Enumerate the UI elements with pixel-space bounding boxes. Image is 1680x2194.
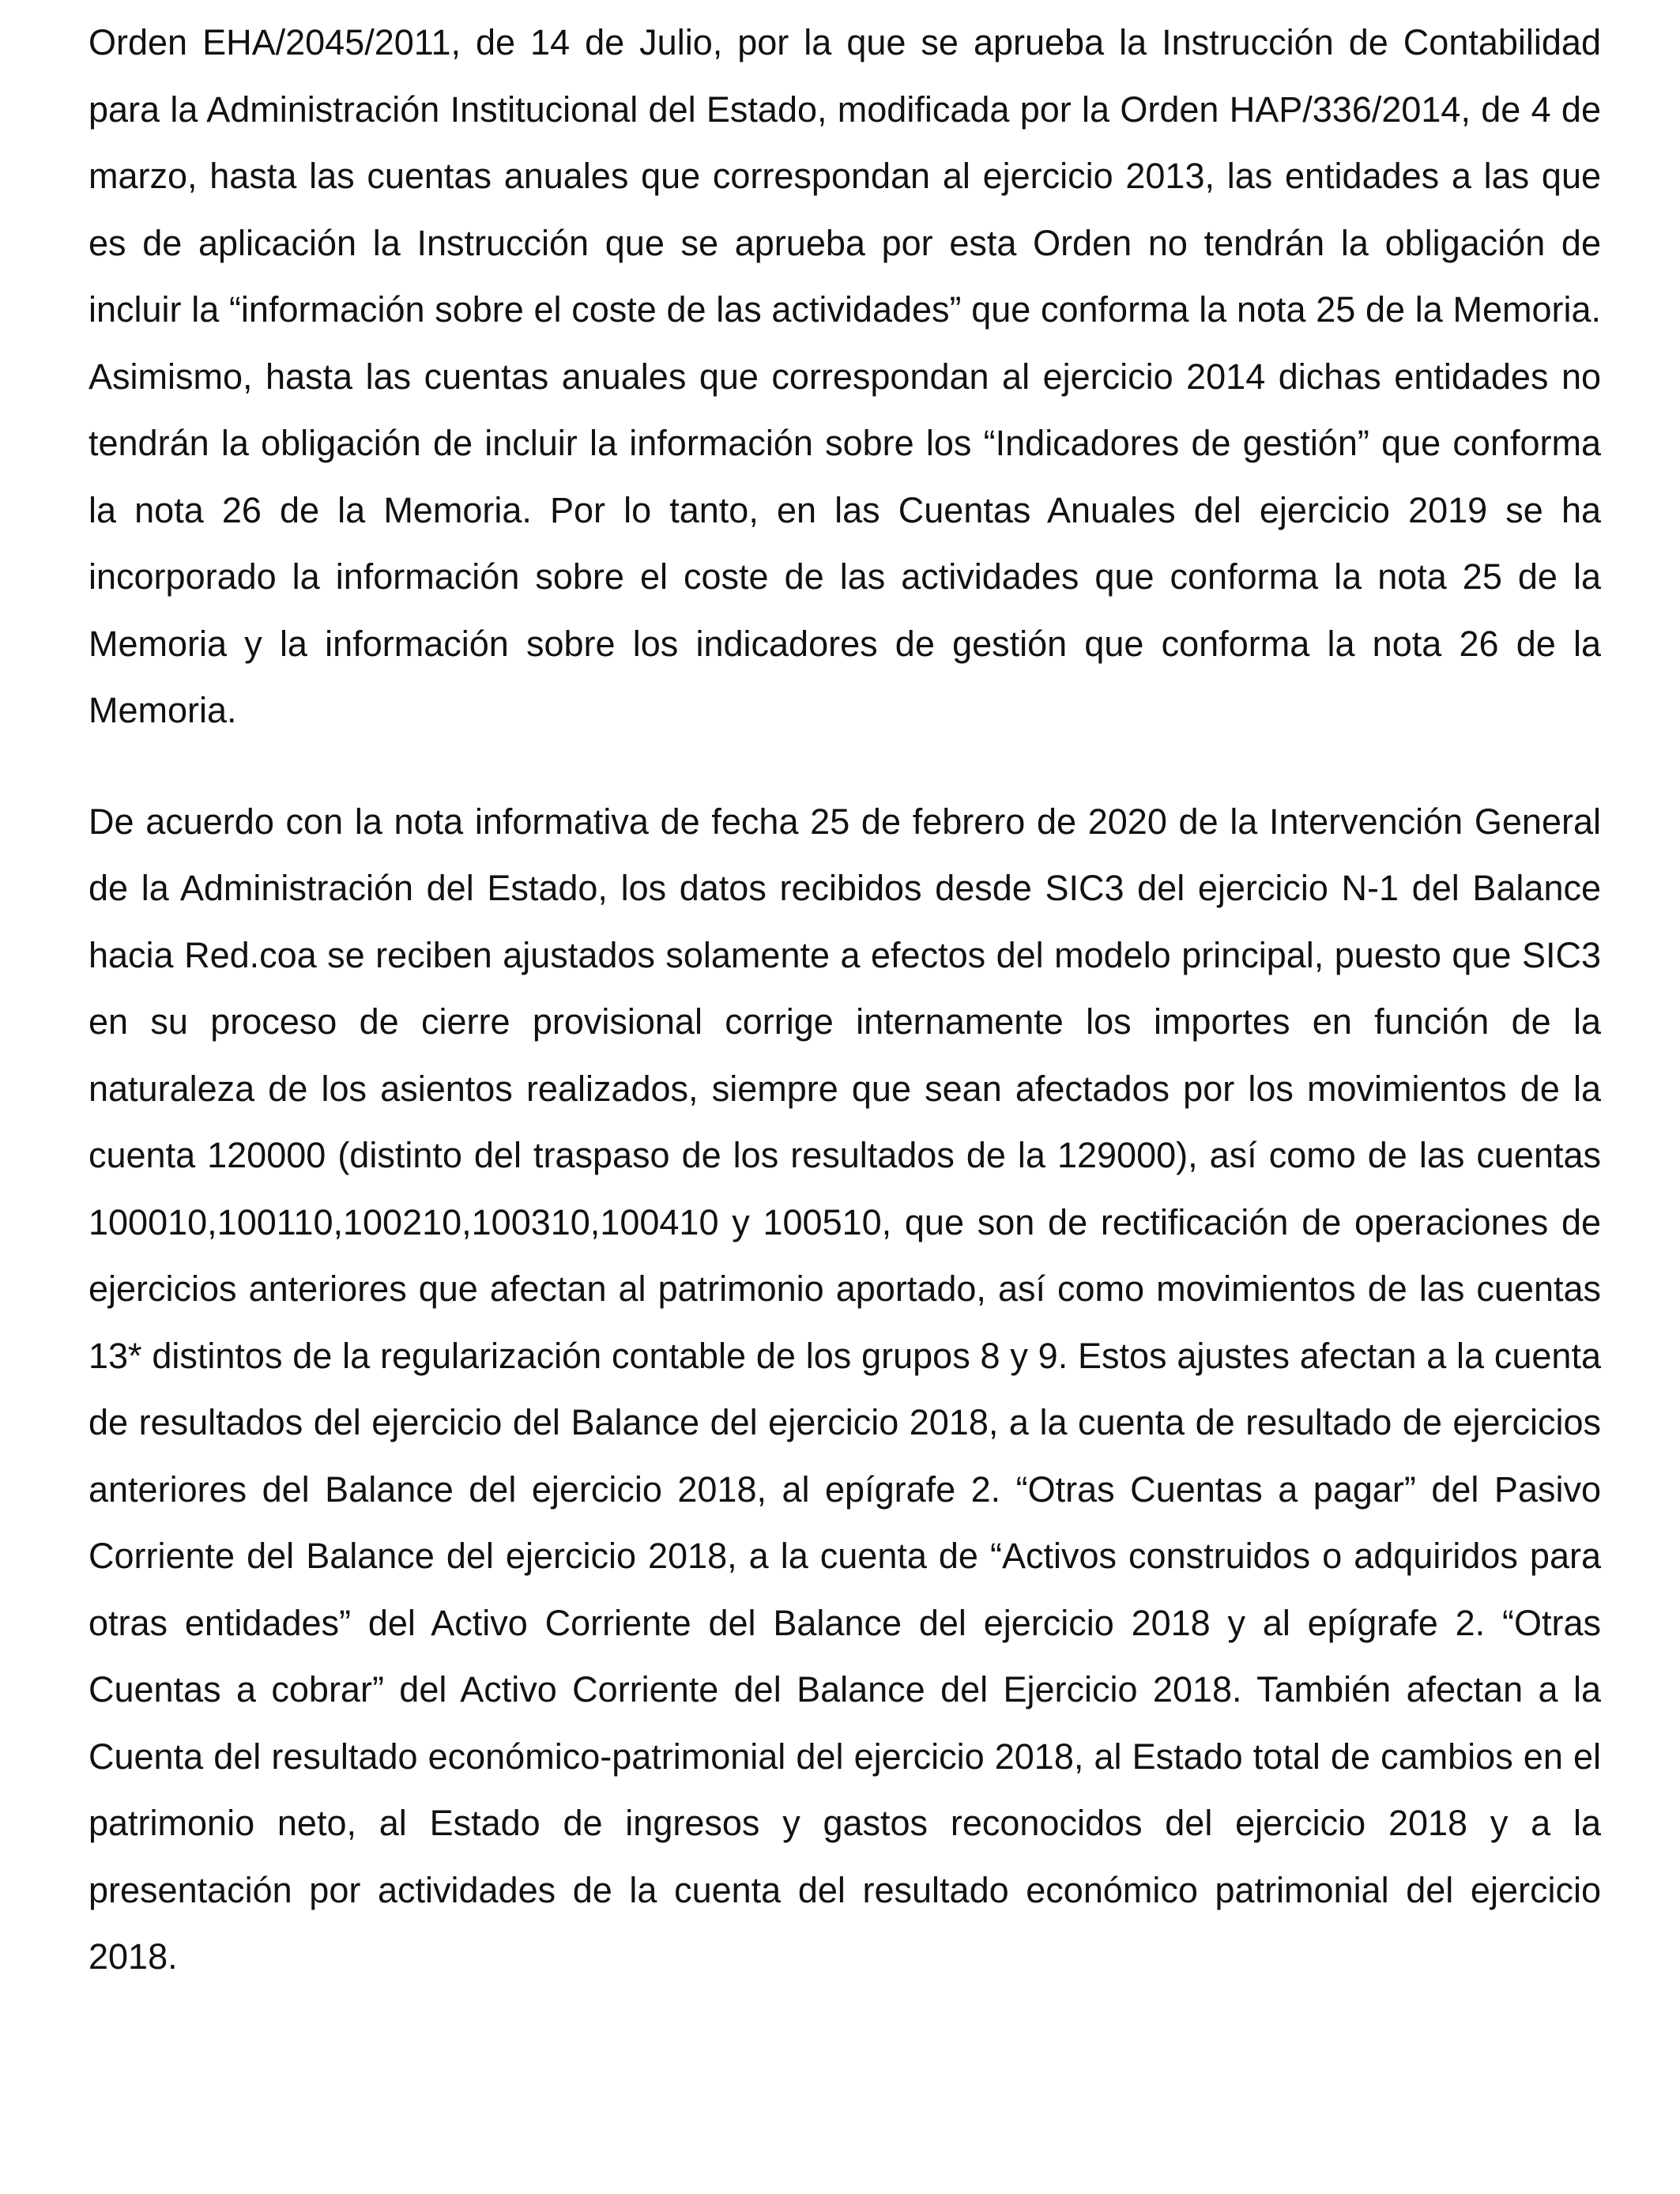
- document-page: [89, 9, 1601, 1991]
- paragraph-orden-eha: Orden EHA/2045/2011, de 14 de Julio, por la que se aprueba la Instrucción de Contabilidad para la Administración Institucional del Estado, modificada por la Orden HAP/336/2014, de 4 de marzo, hasta las cuentas anuales que correspondan al ejercicio 2013, las entidades a las que es de aplicación la Instrucción que se aprueba por esta Orden no tendrán la obligación de incluir la “información sobre el coste de las actividades” que conforma la nota 25 de la Memoria. Asimismo, hasta las cuentas anuales que correspondan al ejercicio 2014 dichas entidades no tendrán la obligación de incluir la información sobre los “Indicadores de gestión” que conforma la nota 26 de la Memoria. Por lo tanto, en las Cuentas Anuales del ejercicio 2019 se ha incorporado la información sobre el coste de las actividades que conforma la nota 25 de la Memoria y la información sobre los indicadores de gestión que conforma la nota 26 de la Memoria.: [89, 22, 1601, 730]
- paragraph-nota-informativa: De acuerdo con la nota informativa de fecha 25 de febrero de 2020 de la Intervención General de la Administración del Estado, los datos recibidos desde SIC3 del ejercicio N-1 del Balance hacia Red.coa se reciben ajustados solamente a efectos del modelo principal, puesto que SIC3 en su proceso de cierre provisional corrige internamente los importes en función de la naturaleza de los asientos realizados, siempre que sean afectados por los movimientos de la cuenta 120000 (distinto del traspaso de los resultados de la 129000), así como de las cuentas 100010,100110,100210,100310,100410 y 100510, que son de rectificación de operaciones de ejercicios anteriores que afectan al patrimonio aportado, así como movimientos de las cuentas 13* distintos de la regularización contable de los grupos 8 y 9. Estos ajustes afectan a la cuenta de resultados del ejercicio del Balance del ejercicio 2018, a la cuenta de resultado de ejercicios anteriores del Balance del ejercicio 2018, al epígrafe 2. “Otras Cuentas a pagar” del Pasivo Corriente del Balance del ejercicio 2018, a la cuenta de “Activos construidos o adquiridos para otras entidades” del Activo Corriente del Balance del ejercicio 2018 y al epígrafe 2. “Otras Cuentas a cobrar” del Activo Corriente del Balance del Ejercicio 2018. También afectan a la Cuenta del resultado económico-patrimonial del ejercicio 2018, al Estado total de cambios en el patrimonio neto, al Estado de ingresos y gastos reconocidos del ejercicio 2018 y a la presentación por actividades de la cuenta del resultado económico patrimonial del ejercicio 2018.: [89, 801, 1601, 1977]
